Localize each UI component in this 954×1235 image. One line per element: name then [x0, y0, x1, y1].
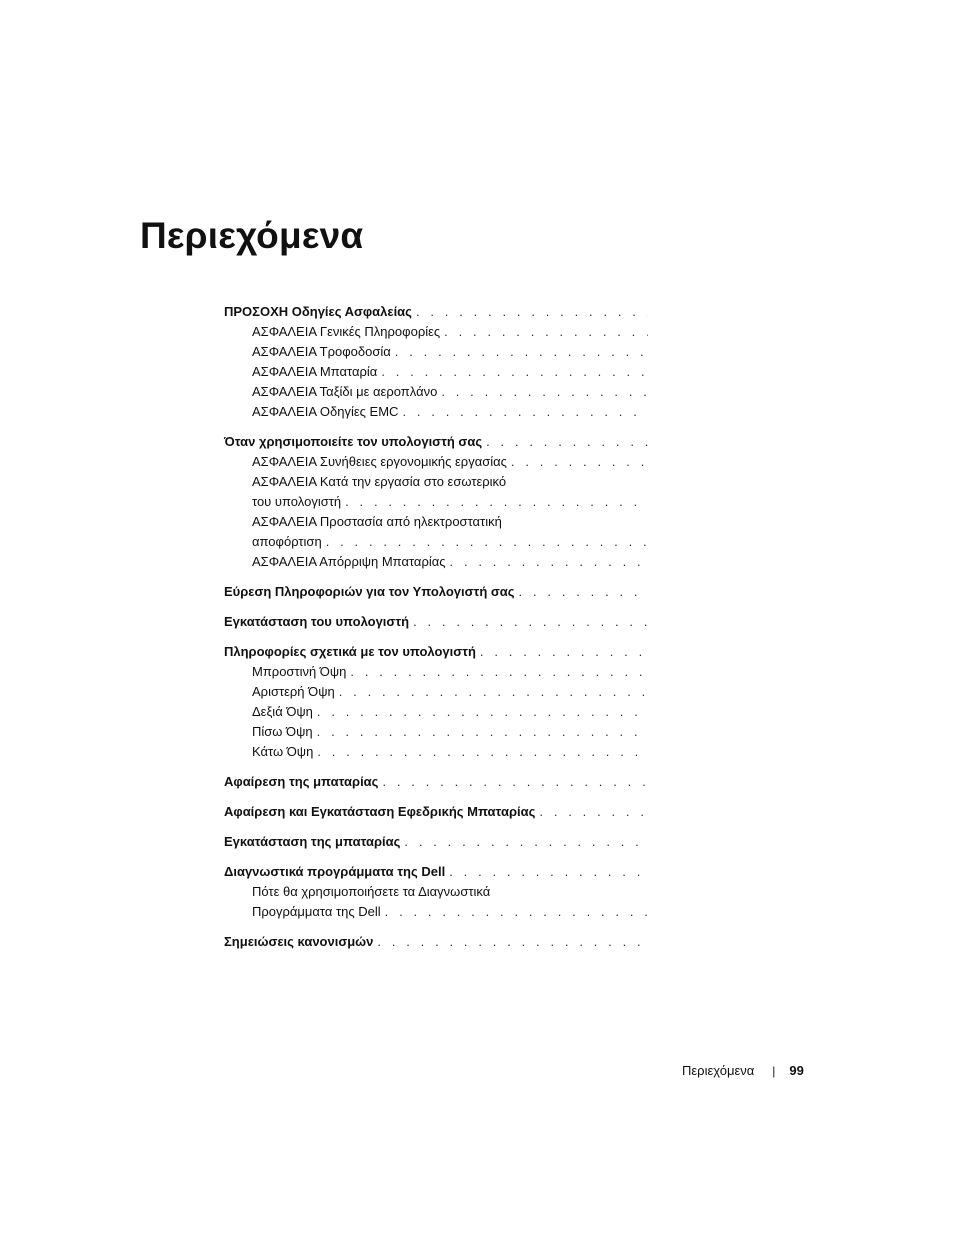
toc-section-entry[interactable] — [224, 342, 648, 362]
dot-leader — [402, 402, 648, 422]
toc-entry-title: ΠΡΟΣΟΧΗ Οδηγίες Ασφαλείας — [224, 304, 412, 319]
dot-leader — [511, 452, 648, 472]
dot-leader — [317, 702, 648, 722]
dot-leader — [486, 432, 648, 452]
toc-chapter-entry[interactable] — [224, 832, 648, 852]
dot-leader — [339, 682, 648, 702]
dot-leader — [480, 642, 648, 662]
dot-leader — [381, 362, 648, 382]
dot-leader — [377, 932, 648, 952]
dot-leader — [404, 832, 648, 852]
toc-entry-title: ΑΣΦΑΛΕΙΑ Ταξίδι με αεροπλάνο — [252, 384, 438, 399]
toc-entry-title-line: Πότε θα χρησιμοποιήσετε τα Διαγνωστικά — [252, 884, 491, 899]
dot-leader — [413, 612, 648, 632]
toc-entry-title: Αφαίρεση της μπαταρίας — [224, 774, 379, 789]
page-title: Περιεχόμενα — [140, 215, 364, 256]
toc-entry-title-line: ΑΣΦΑΛΕΙΑ Προστασία από ηλεκτροστατική — [252, 514, 502, 529]
toc-section-entry[interactable] — [224, 322, 648, 342]
toc-entry-title: ΑΣΦΑΛΕΙΑ Μπαταρία — [252, 364, 378, 379]
dot-leader — [345, 492, 648, 512]
toc-entry-title: Δεξιά Όψη — [252, 704, 313, 719]
toc-entry-title: Κάτω Όψη — [252, 744, 314, 759]
toc-chapter-entry[interactable] — [224, 432, 648, 452]
toc-section-entry[interactable] — [224, 472, 648, 512]
dot-leader — [450, 552, 648, 572]
toc-chapter-entry[interactable] — [224, 612, 648, 632]
toc-entry-title: ΑΣΦΑΛΕΙΑ Απόρριψη Μπαταρίας — [252, 554, 446, 569]
toc-entry-title: Εγκατάσταση του υπολογιστή — [224, 614, 410, 629]
toc-section-entry[interactable] — [224, 382, 648, 402]
dot-leader — [350, 662, 648, 682]
toc-entry-title: Αριστερή Όψη — [252, 684, 335, 699]
toc-chapter-entry[interactable] — [224, 582, 648, 602]
toc-chapter-entry[interactable] — [224, 802, 648, 822]
footer-separator: | — [772, 1064, 776, 1078]
toc-chapter-entry[interactable] — [224, 772, 648, 792]
toc-entry-title: Προγράμματα της Dell — [252, 904, 381, 919]
dot-leader — [441, 382, 648, 402]
toc-section-entry[interactable] — [224, 702, 648, 722]
toc-section-entry[interactable] — [224, 452, 648, 472]
toc-section-entry[interactable] — [224, 362, 648, 382]
toc-entry-title: Πίσω Όψη — [252, 724, 313, 739]
dot-leader — [317, 742, 648, 762]
footer-section-title: Περιεχόμενα — [682, 1063, 755, 1078]
dot-leader — [382, 772, 648, 792]
toc-entry-title: Αφαίρεση και Εγκατάσταση Εφεδρικής Μπαταρίας — [224, 804, 536, 819]
toc-entry-title: Μπροστινή Όψη — [252, 664, 347, 679]
toc-section-entry[interactable] — [224, 742, 648, 762]
dot-leader — [317, 722, 648, 742]
dot-leader — [416, 302, 648, 322]
page-number: 99 — [789, 1063, 804, 1078]
toc-entry-title-line: ΑΣΦΑΛΕΙΑ Κατά την εργασία στο εσωτερικό — [252, 474, 507, 489]
toc-entry-title: ΑΣΦΑΛΕΙΑ Συνήθειες εργονομικής εργασίας — [252, 454, 507, 469]
toc-section-entry[interactable] — [224, 512, 648, 552]
toc-entry-title: Σημειώσεις κανονισμών — [224, 934, 374, 949]
toc-entry-title: Εύρεση Πληροφοριών για τον Υπολογιστή σας — [224, 584, 515, 599]
toc-section-entry[interactable] — [224, 402, 648, 422]
dot-leader — [395, 342, 648, 362]
toc-section-entry[interactable] — [224, 722, 648, 742]
toc-entry-title: αποφόρτιση — [252, 534, 322, 549]
toc-section-entry[interactable] — [224, 682, 648, 702]
dot-leader — [326, 532, 648, 552]
toc-chapter-entry[interactable] — [224, 932, 648, 952]
toc-chapter-entry[interactable] — [224, 862, 648, 882]
toc-entry-title: ΑΣΦΑΛΕΙΑ Τροφοδοσία — [252, 344, 391, 359]
toc-entry-title: Όταν χρησιμοποιείτε τον υπολογιστή σας — [224, 434, 483, 449]
dot-leader — [519, 582, 648, 602]
dot-leader — [539, 802, 648, 822]
page-footer — [682, 1062, 804, 1080]
dot-leader — [449, 862, 648, 882]
table-of-contents — [224, 302, 648, 952]
toc-chapter-entry[interactable] — [224, 642, 648, 662]
toc-entry-title: Πληροφορίες σχετικά με τον υπολογιστή — [224, 644, 476, 659]
toc-entry-title: του υπολογιστή — [252, 494, 342, 509]
toc-entry-title: ΑΣΦΑΛΕΙΑ Οδηγίες EMC — [252, 404, 399, 419]
toc-chapter-entry[interactable] — [224, 302, 648, 322]
toc-entry-title: Διαγνωστικά προγράμματα της Dell — [224, 864, 446, 879]
toc-section-entry[interactable] — [224, 552, 648, 572]
toc-section-entry[interactable] — [224, 882, 648, 922]
dot-leader — [444, 322, 648, 342]
toc-section-entry[interactable] — [224, 662, 648, 682]
toc-entry-title: Εγκατάσταση της μπαταρίας — [224, 834, 401, 849]
toc-entry-title: ΑΣΦΑΛΕΙΑ Γενικές Πληροφορίες — [252, 324, 441, 339]
dot-leader — [385, 902, 648, 922]
